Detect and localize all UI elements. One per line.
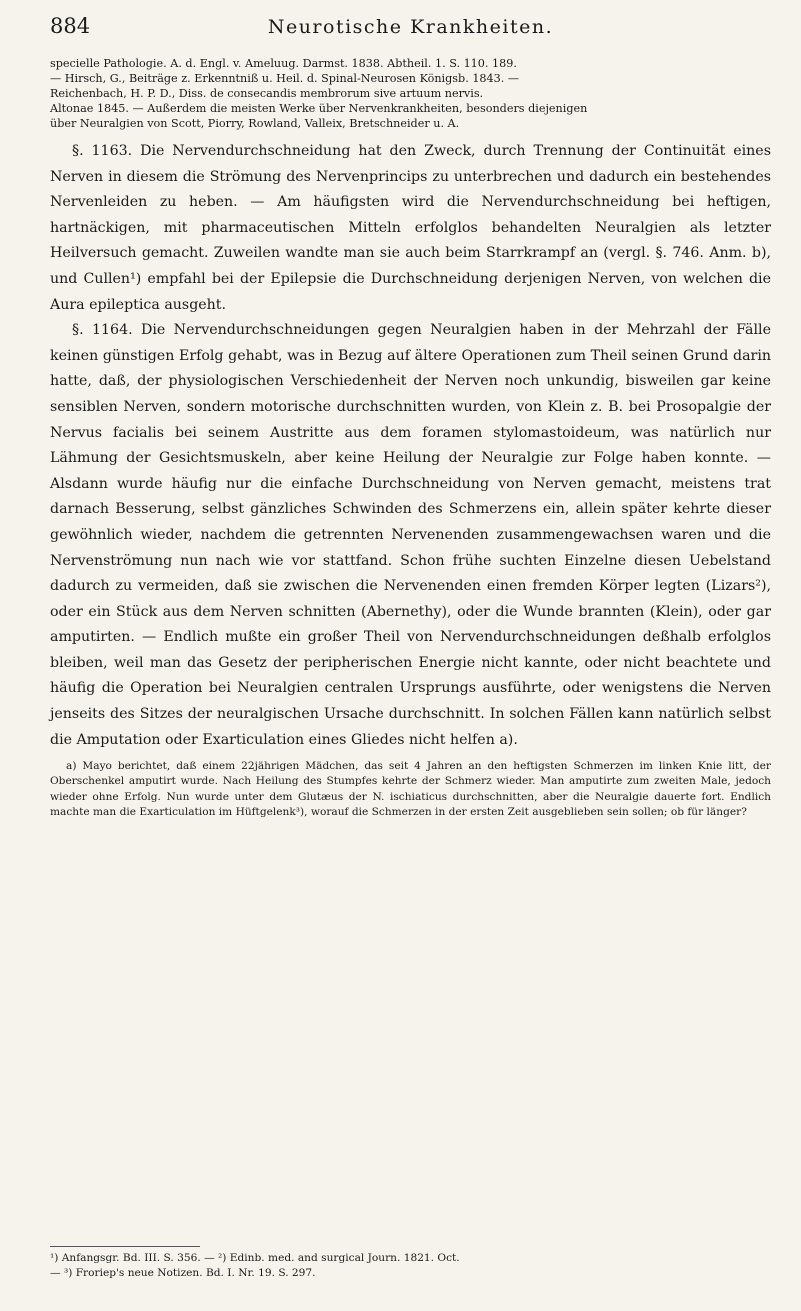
footnote-a [50,759,771,820]
paragraph-1163: §. 1163. Die Nervendurchschneidung hat den Zweck, durch Trennung der Continuität eines Nerven in diesem die Strömung des Nervenprincips zu unterbrechen und dadurch ein bestehendes Nervenleiden zu heben. — Am häufigsten wird die Nervendurchschneidung bei heftigen, hartnäckigen, mit pharmaceutischen Mitteln erfolglos behandelten Neuralgien als letzter Heilversuch gemacht. Zuweilen wandte man sie auch beim Starrkrampf an (vergl. §. 746. Anm. b), und Cullen¹) empfahl bei der Epilepsie die Durchschneidung derjenigen Nerven, von welchen die Aura epileptica ausgeht. [50,143,771,313]
literature-line: Altonae 1845. — Außerdem die meisten Werke über Nervenkrankheiten, besonders diejenigen [50,102,588,115]
literature-line: specielle Pathologie. A. d. Engl. v. Ameluug. Darmst. 1838. Abtheil. 1. S. 110. 189. [50,57,517,70]
footnote-rule [50,1246,200,1247]
running-title: Neurotische Krankheiten. [267,16,554,38]
paragraph-1164: §. 1164. Die Nervendurchschneidungen gegen Neuralgien haben in der Mehrzahl der Fälle keinen günstigen Erfolg gehabt, was in Bezug auf ältere Operationen zum Theil seinen Grund darin hatte, daß, der physiologischen Verschiedenheit der Nerven noch unkundig, bisweilen gar keine sensiblen Nerven, sondern motorische durchschnitten wurden, von Klein z. B. bei Prosopalgie der Nervus facialis bei seinem Austritte aus dem foramen stylomastoideum, was natürlich nur Lähmung der Gesichtsmuskeln, aber keine Heilung der Neuralgie zur Folge haben konnte. — Alsdann wurde häufig nur die einfache Durchschneidung von Nerven gemacht, meistens trat darnach Besserung, selbst gänzliches Schwinden des Schmerzens ein, allein später kehrte dieser gewöhnlich wieder, nachdem die getrennten Nervenenden zusammengewachsen waren und die Nervenströmung nun nach wie vor stattfand. Schon frühe suchten Einzelne diesen Uebelstand dadurch zu vermeiden, daß sie zwischen die Nervenenden einen fremden Körper legten (Lizars²), oder ein Stück aus dem Nerven schnitten (Abernethy), oder die Wunde brannten (Klein), oder gar amputirten. — Endlich mußte ein großer Theil von Nervendurchschneidungen deßhalb erfolglos bleiben, weil man das Gesetz der peripherischen Energie nicht kannte, oder nicht beachtete und häufig die Operation bei Neuralgien centralen Ursprungs ausführte, oder wenigstens die Nerven jenseits des Sitzes der neuralgischen Ursache durchschnitt. In solchen Fällen kann natürlich selbst die Amputation oder Exarticulation eines Gliedes nicht helfen a). [50,322,771,748]
literature-line: — Hirsch, G., Beiträge z. Erkenntniß u. Heil. d. Spinal-Neurosen Königsb. 1843. — [50,72,520,85]
literature-line: über Neuralgien von Scott, Piorry, Rowland, Valleix, Bretschneider u. A. [50,117,460,130]
literature-line: Reichenbach, H. P. D., Diss. de consecandis membrorum sive artuum nervis. [50,87,484,100]
footnote-line: ¹) Anfangsgr. Bd. III. S. 356. — ²) Edinb. med. and surgical Journ. 1821. Oct. [50,1252,460,1264]
footnote-a-text: a) Mayo berichtet, daß einem 22jährigen Mädchen, das seit 4 Jahren an den heftigsten Schmerzen im linken Knie litt, der Oberschenkel amputirt wurde. Nach Heilung des Stumpfes kehrte der Schmerz wieder. Man amputirte zum zweiten Male, jedoch wieder ohne Erfolg. Nun wurde unter dem Glutæus der N. ischiaticus durchschnitten, aber die Neuralgie dauerte fort. Endlich machte man die Exarticulation im Hüftgelenk³), worauf die Schmerzen in der ersten Zeit ausgeblieben sein sollen; ob für länger? [50,760,771,818]
bottom-footnotes [50,1246,771,1281]
footnote-line: — ³) Froriep's neue Notizen. Bd. I. Nr. 19. S. 297. [50,1267,316,1279]
literature-references [50,56,771,131]
body-text [50,139,771,753]
running-head [50,14,771,50]
page-number: 884 [50,14,91,38]
